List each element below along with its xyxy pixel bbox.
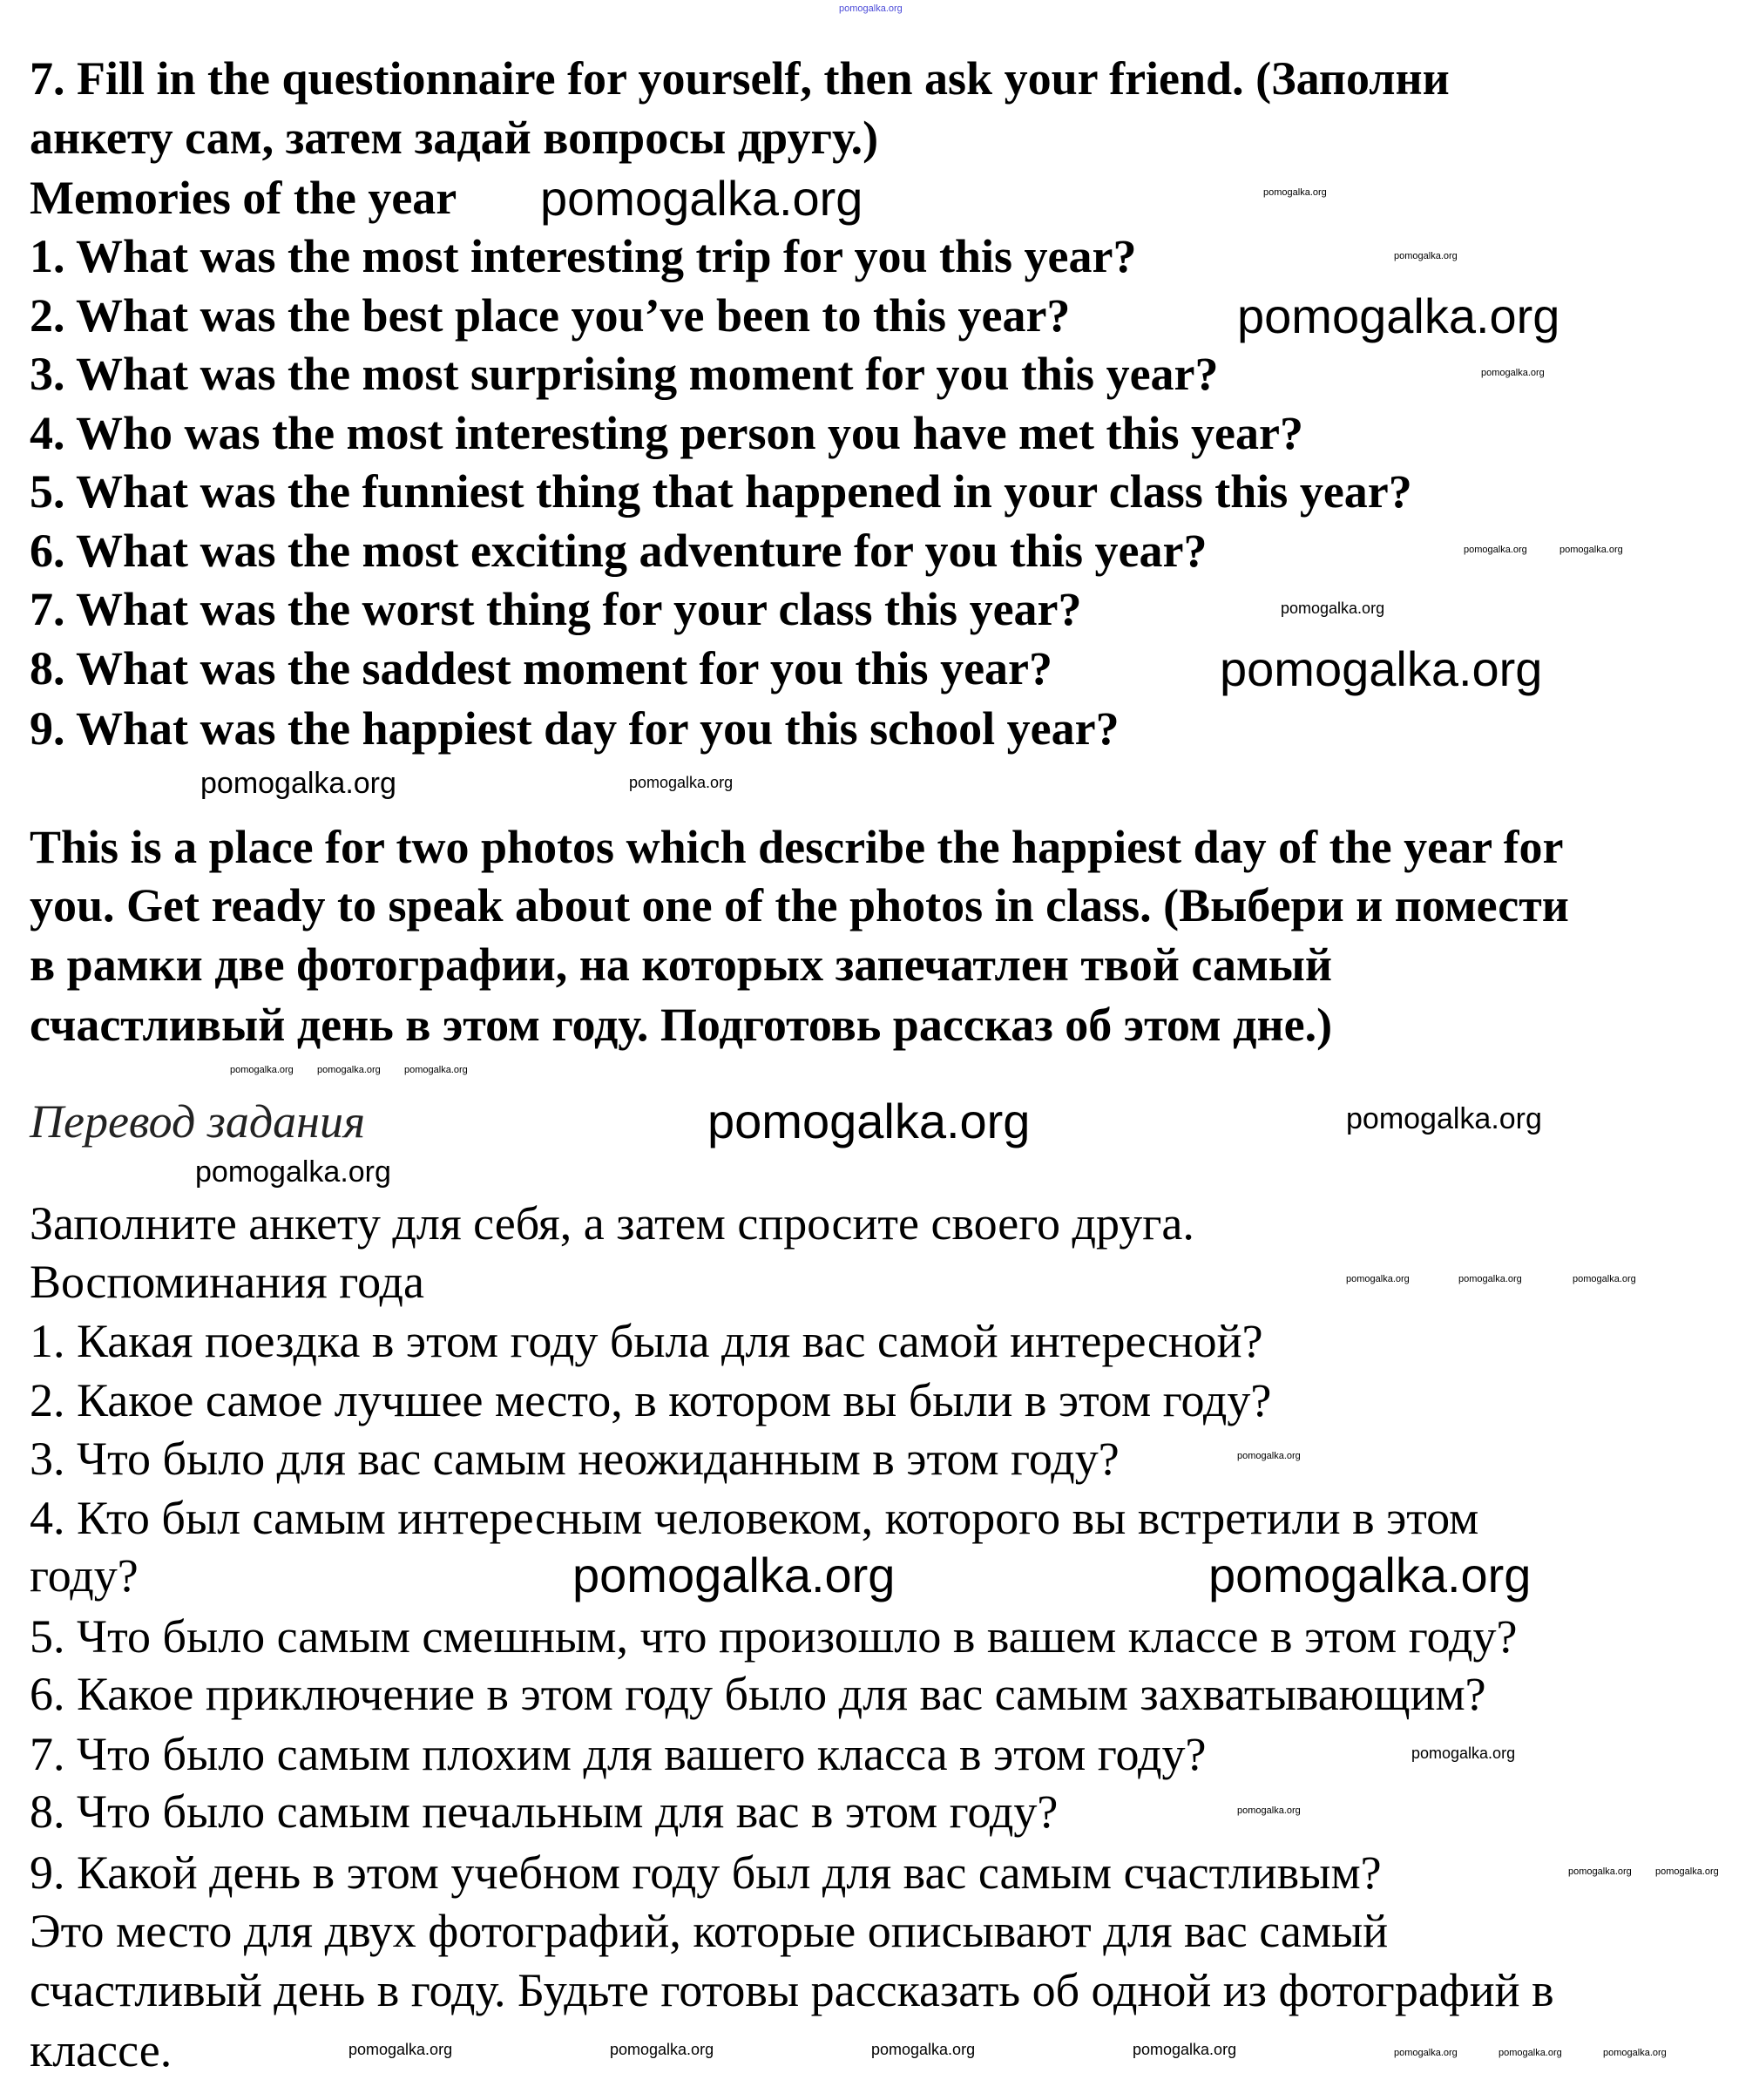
translation-question: году? [30,1549,139,1602]
watermark: pomogalka.org [200,767,396,800]
watermark: pomogalka.org [1603,2048,1667,2058]
translation-photo-text: счастливый день в году. Будьте готовы рассказать об одной из фотографий в [30,1964,1554,2016]
question-item: 7. What was the worst thing for your class this year? [30,583,1082,635]
watermark: pomogalka.org [1499,2048,1562,2058]
question-item: 1. What was the most interesting trip for you this year? [30,230,1137,282]
photo-instruction: This is a place for two photos which describe the happiest day of the year for [30,821,1564,873]
photo-instruction: в рамки две фотографии, на которых запечатлен твой самый [30,938,1333,991]
watermark: pomogalka.org [1263,187,1327,198]
watermark: pomogalka.org [404,1065,468,1075]
translation-photo-text: Это место для двух фотографий, которые описывают для вас самый [30,1905,1389,1957]
translation-intro: Заполните анкету для себя, а затем спросите своего друга. [30,1197,1194,1250]
translation-question: 9. Какой день в этом учебном году был для вас самым счастливым? [30,1846,1382,1899]
translation-question: 6. Какое приключение в этом году было для вас самым захватывающим? [30,1668,1486,1720]
watermark: pomogalka.org [1237,1805,1301,1816]
watermark: pomogalka.org [1655,1866,1719,1877]
task-subtitle: Memories of the year [30,172,457,224]
watermark: pomogalka.org [572,1548,896,1602]
watermark: pomogalka.org [348,2041,453,2058]
watermark: pomogalka.org [1411,1744,1516,1762]
watermark: pomogalka.org [317,1065,381,1075]
translation-subtitle: Воспоминания года [30,1256,424,1308]
question-item: 3. What was the most surprising moment for you this year? [30,348,1219,400]
watermark: pomogalka.org [540,171,863,226]
translation-heading: Перевод задания [30,1095,366,1148]
translation-photo-text: классе. [30,2024,173,2076]
header-watermark: pomogalka.org [839,3,903,14]
watermark: pomogalka.org [707,1094,1031,1148]
watermark: pomogalka.org [1573,1274,1636,1284]
watermark: pomogalka.org [1220,641,1543,696]
photo-instruction: you. Get ready to speak about one of the photos in class. (Выбери и помести [30,879,1569,931]
task-title: 7. Fill in the questionnaire for yourself, then ask your friend. (Заполни [30,52,1450,105]
question-item: 9. What was the happiest day for you this school year? [30,702,1120,755]
question-item: 6. What was the most exciting adventure for you this year? [30,525,1208,577]
watermark: pomogalka.org [629,774,734,791]
translation-question: 8. Что было самым печальным для вас в этом году? [30,1785,1059,1838]
watermark: pomogalka.org [610,2041,714,2058]
translation-question: 2. Какое самое лучшее место, в котором вы были в этом году? [30,1374,1272,1426]
watermark: pomogalka.org [1568,1866,1632,1877]
watermark: pomogalka.org [1559,545,1623,555]
photo-instruction: счастливый день в этом году. Подготовь рассказ об этом дне.) [30,999,1333,1051]
watermark: pomogalka.org [871,2041,976,2058]
watermark: pomogalka.org [230,1065,294,1075]
task-title: анкету сам, затем задай вопросы другу.) [30,112,879,164]
translation-question: 5. Что было самым смешным, что произошло в вашем классе в этом году? [30,1610,1518,1663]
watermark: pomogalka.org [1394,2048,1458,2058]
watermark: pomogalka.org [1133,2041,1237,2058]
question-item: 4. Who was the most interesting person you have met this year? [30,407,1303,459]
question-item: 8. What was the saddest moment for you this year? [30,642,1052,694]
translation-question: 3. Что было для вас самым неожиданным в этом году? [30,1433,1120,1485]
watermark: pomogalka.org [1281,600,1385,617]
question-item: 5. What was the funniest thing that happened in your class this year? [30,465,1412,518]
watermark: pomogalka.org [1458,1274,1522,1284]
watermark: pomogalka.org [195,1155,391,1189]
translation-question: 7. Что было самым плохим для вашего класса в этом году? [30,1728,1207,1780]
watermark: pomogalka.org [1346,1274,1410,1284]
watermark: pomogalka.org [1208,1548,1532,1602]
watermark: pomogalka.org [1481,368,1545,378]
question-item: 2. What was the best place you’ve been to this year? [30,289,1071,342]
watermark: pomogalka.org [1464,545,1527,555]
watermark: pomogalka.org [1237,1451,1301,1461]
watermark: pomogalka.org [1394,251,1458,261]
watermark: pomogalka.org [1346,1102,1542,1135]
translation-question: 4. Кто был самым интересным человеком, которого вы встретили в этом [30,1492,1479,1544]
watermark: pomogalka.org [1237,288,1560,343]
translation-question: 1. Какая поездка в этом году была для вас самой интересной? [30,1315,1263,1367]
